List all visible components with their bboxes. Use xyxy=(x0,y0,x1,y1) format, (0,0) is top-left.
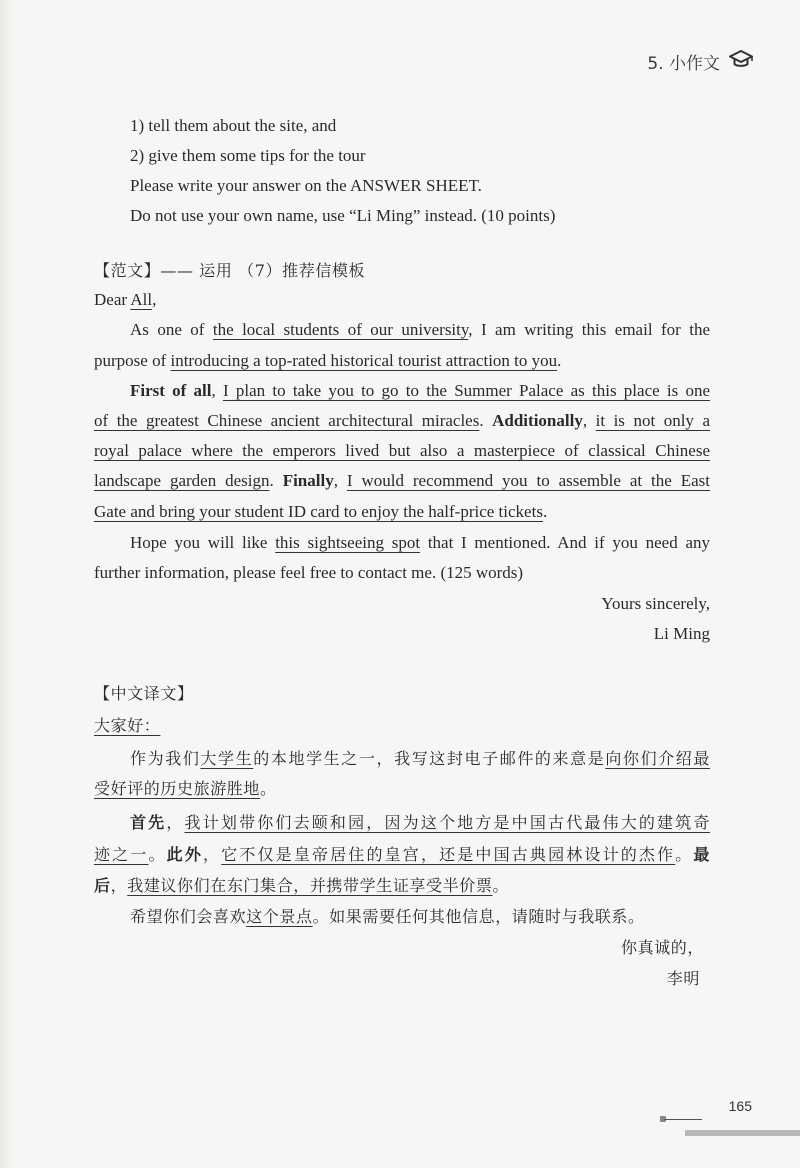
text-span: Hope you will like xyxy=(130,533,276,552)
greeting-text: Dear xyxy=(94,290,131,309)
text-span: , I am writing this email for the xyxy=(468,320,710,339)
underlined-phrase: 受好评的历史旅游胜地 xyxy=(94,779,261,798)
bold-connector: 首先 xyxy=(130,813,167,832)
text-span: . xyxy=(269,471,283,490)
translation-line xyxy=(94,813,710,833)
underlined-phrase: 我计划带你们去颐和园，因为这个地方是中国古代最伟大的建筑奇 xyxy=(184,813,711,832)
translation-line xyxy=(94,876,509,896)
text-span: . xyxy=(542,502,548,521)
text-span: that I mentioned. And if you need any xyxy=(420,533,710,552)
text-span: 。 xyxy=(148,845,167,864)
translation-signature: 李明 xyxy=(666,969,700,988)
task-line: 2) give them some tips for the tour xyxy=(130,146,366,165)
translation-greeting xyxy=(94,716,160,736)
underlined-phrase: 它不仅是皇帝居住的皇宫，还是中国古典园林设计的杰作 xyxy=(221,845,676,864)
underlined-phrase: it is not only a xyxy=(595,411,711,430)
text-span: 希望你们会喜欢 xyxy=(130,907,247,926)
text-span: 作为我们 xyxy=(130,749,201,768)
greeting-name: All xyxy=(130,290,153,309)
translation-closing: 你真诚的， xyxy=(620,938,704,957)
letter-greeting xyxy=(94,290,156,310)
translation-line xyxy=(94,749,710,769)
translation-line xyxy=(94,845,710,865)
underlined-phrase: 迹之一 xyxy=(94,845,149,864)
bold-connector: Additionally xyxy=(492,411,583,430)
translation-line xyxy=(130,907,645,927)
text-span: , xyxy=(211,381,223,400)
page-number: 165 xyxy=(728,1098,752,1114)
bold-connector: Finally xyxy=(282,471,334,490)
text-span: 。 xyxy=(675,845,694,864)
translation-heading: 【中文译文】 xyxy=(94,684,194,703)
sample-heading-rest: —— 运用 （7）推荐信模板 xyxy=(160,261,366,280)
letter-line xyxy=(94,320,710,340)
text-span: , xyxy=(582,411,596,430)
text-span: ， xyxy=(110,876,128,895)
underlined-phrase: introducing a top-rated historical tourist attraction to you xyxy=(170,351,558,370)
letter-line xyxy=(94,533,710,553)
letter-line xyxy=(94,351,561,371)
letter-line xyxy=(94,502,547,522)
underlined-phrase: of the greatest Chinese ancient architectural miracles xyxy=(94,411,480,430)
underlined-phrase: 向你们介绍最 xyxy=(605,749,710,768)
letter-signature: Li Ming xyxy=(653,624,710,643)
text-span: ， xyxy=(166,813,185,832)
underlined-phrase: landscape garden design xyxy=(94,471,270,490)
underlined-phrase: 我建议你们在东门集合，并携带学生证享受半价票 xyxy=(127,876,493,895)
bold-connector: 最 xyxy=(693,845,710,864)
underlined-phrase: the local students of our university xyxy=(212,320,469,339)
bold-connector: 此外 xyxy=(166,845,203,864)
underlined-phrase: 大学生 xyxy=(200,749,254,768)
text-span: purpose of xyxy=(94,351,171,370)
letter-line xyxy=(94,411,710,431)
sample-heading xyxy=(94,261,365,281)
greeting-text: , xyxy=(152,290,157,309)
underlined-phrase: 大家好： xyxy=(94,716,161,735)
letter-line xyxy=(94,563,523,583)
underlined-phrase: I would recommend you to assemble at the East xyxy=(346,471,710,490)
text-span: 。 xyxy=(260,779,277,798)
letter-line xyxy=(94,471,710,491)
text-span: . xyxy=(479,411,493,430)
text-span: 。 xyxy=(492,876,510,895)
underlined-phrase: royal palace where the emperors lived but also a masterpiece of classical Chinese xyxy=(94,441,710,460)
bold-connector: First of all xyxy=(130,381,212,400)
underlined-phrase: 这个景点 xyxy=(246,907,313,926)
sample-heading-tag: 【范文】 xyxy=(94,261,161,280)
text-span: , xyxy=(333,471,347,490)
text-span: As one of xyxy=(130,320,213,339)
graduation-cap-icon xyxy=(728,48,754,75)
text-span: ， xyxy=(203,845,222,864)
letter-line xyxy=(94,381,710,401)
bold-connector: 后 xyxy=(94,876,111,895)
translation-line xyxy=(94,779,277,799)
footer-rule xyxy=(664,1119,702,1120)
text-span: further information, please feel free to contact me. (125 words) xyxy=(94,563,524,582)
text-span: 的本地学生之一，我写这封电子邮件的来意是 xyxy=(253,749,606,768)
page-margin-shadow xyxy=(0,0,14,1168)
underlined-phrase: I plan to take you to go to the Summer Palace as this place is one xyxy=(222,381,710,400)
underlined-phrase: Gate and bring your student ID card to enjoy the half-price tickets xyxy=(94,502,543,521)
task-line: Please write your answer on the ANSWER SHEET. xyxy=(130,176,482,195)
underlined-phrase: this sightseeing spot xyxy=(275,533,421,552)
footer-bar xyxy=(685,1130,800,1136)
text-span: . xyxy=(557,351,562,370)
letter-closing: Yours sincerely, xyxy=(601,594,710,613)
section-label: 5. 小作文 xyxy=(647,54,720,74)
task-line: 1) tell them about the site, and xyxy=(130,116,337,135)
letter-line xyxy=(94,441,710,461)
task-line: Do not use your own name, use “Li Ming” instead. (10 points) xyxy=(130,206,556,225)
text-span: 。如果需要任何其他信息，请随时与我联系。 xyxy=(312,907,645,926)
section-header xyxy=(647,48,754,75)
